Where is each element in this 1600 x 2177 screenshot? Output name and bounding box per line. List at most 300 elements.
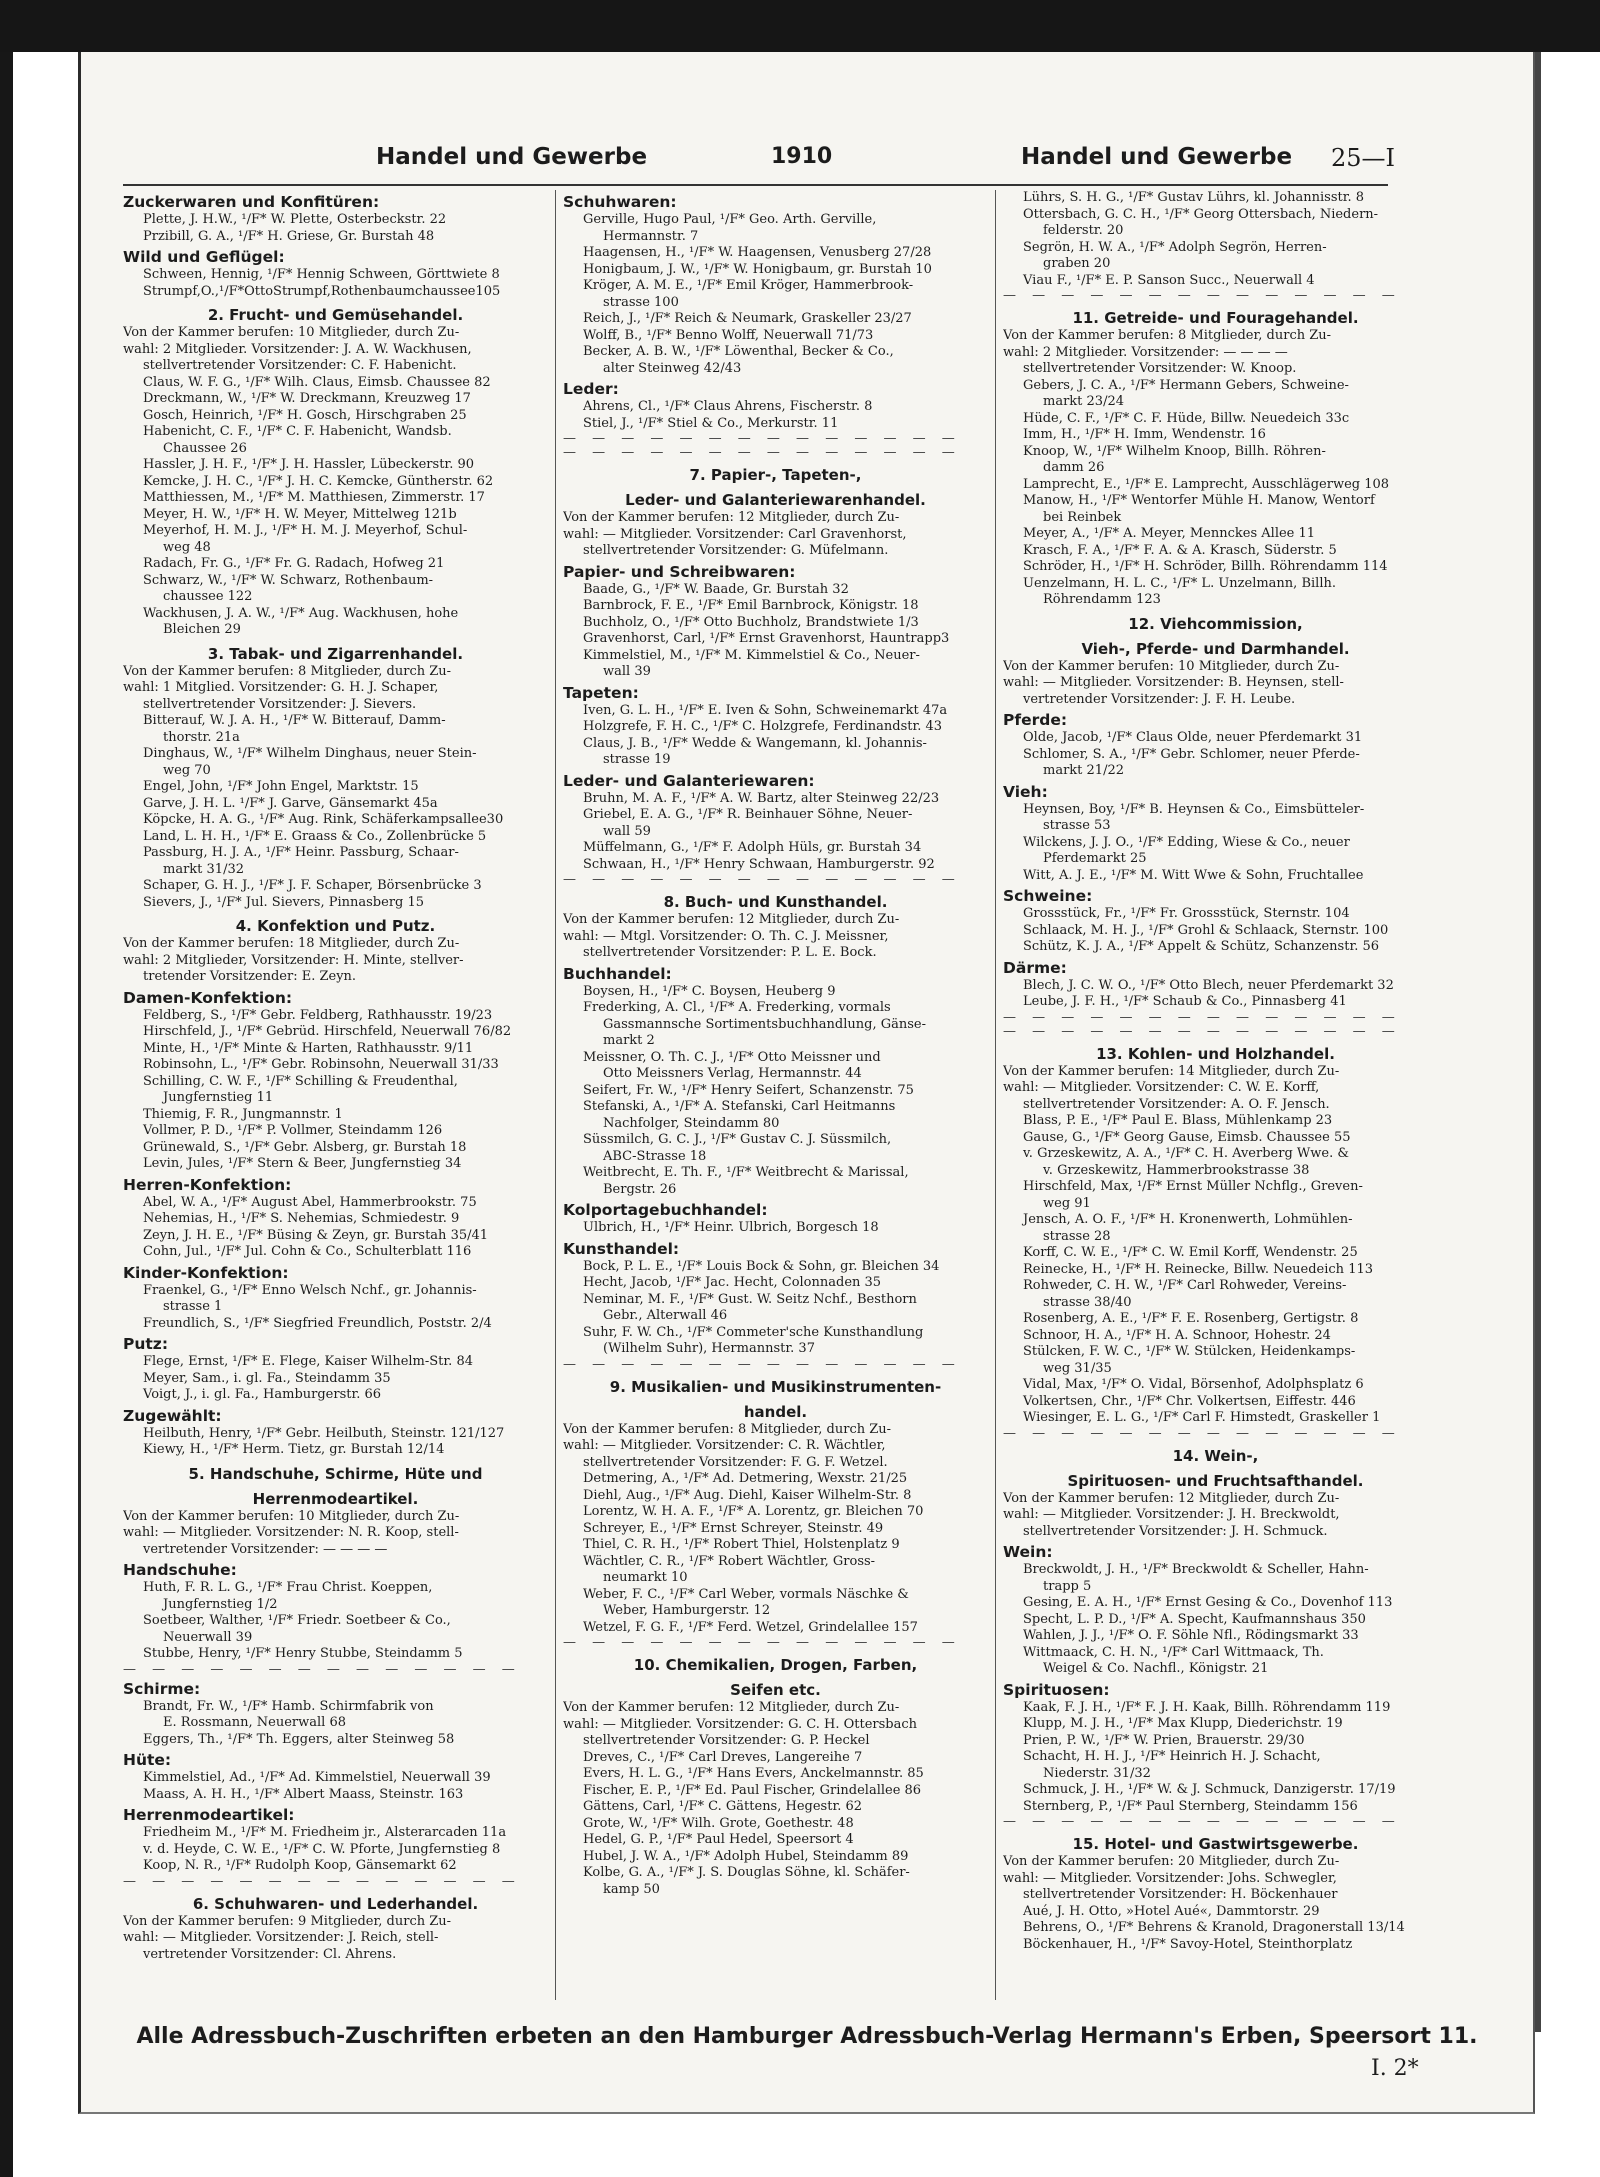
entry-line: Bergstr. 26 bbox=[603, 1181, 677, 1197]
entry-line: Niederstr. 31/32 bbox=[1043, 1765, 1151, 1781]
entry-line: Volkertsen, Chr., ¹/F* Chr. Volkertsen, Eiffestr. 446 bbox=[1023, 1393, 1356, 1409]
entry-line: Von der Kammer berufen: 8 Mitglieder, durch Zu- bbox=[123, 663, 452, 679]
entry-line: Gättens, Carl, ¹/F* C. Gättens, Hegestr. 62 bbox=[583, 1799, 863, 1814]
entry-line: Schaper, G. H. J., ¹/F* J. F. Schaper, Börsenbrücke 3 bbox=[143, 878, 482, 893]
subsection-heading: Damen-Konfektion: bbox=[123, 988, 293, 1007]
entry-line: Gerville, Hugo Paul, ¹/F* Geo. Arth. Gerville, bbox=[583, 212, 877, 227]
entry-line: Gebr., Alterwall 46 bbox=[603, 1308, 728, 1323]
entry-line: Von der Kammer berufen: 10 Mitglieder, durch Zu- bbox=[123, 1508, 460, 1524]
entry-line: Wittmaack, C. H. N., ¹/F* Carl Wittmaack, Th. bbox=[1023, 1644, 1324, 1660]
entry-line: Knoop, W., ¹/F* Wilhelm Knoop, Billh. Röhren- bbox=[1023, 443, 1326, 459]
entry-line: Hecht, Jacob, ¹/F* Jac. Hecht, Colonnaden 35 bbox=[583, 1275, 882, 1290]
entry-line: Matthiessen, M., ¹/F* M. Matthiesen, Zimmerstr. 17 bbox=[143, 490, 485, 505]
entry-line: Von der Kammer berufen: 12 Mitglieder, durch Zu- bbox=[1003, 1490, 1340, 1506]
entry-line: Gosch, Heinrich, ¹/F* H. Gosch, Hirschgraben 25 bbox=[143, 407, 467, 423]
entry-line: stellvertretender Vorsitzender: P. L. E. Bock. bbox=[583, 945, 877, 960]
entry-line: Diehl, Aug., ¹/F* Aug. Diehl, Kaiser Wilhelm-Str. 8 bbox=[583, 1487, 912, 1503]
header-right-title: Handel und Gewerbe bbox=[1021, 144, 1293, 170]
entry-line: Manow, H., ¹/F* Wentorfer Mühle H. Manow, Wentorf bbox=[1023, 493, 1375, 508]
entry-line: neumarkt 10 bbox=[603, 1570, 688, 1585]
subsection-heading: Tapeten: bbox=[563, 683, 639, 702]
entry-line: Schacht, H. H. J., ¹/F* Heinrich H. J. Schacht, bbox=[1023, 1749, 1321, 1764]
entry-line: Buchholz, O., ¹/F* Otto Buchholz, Brandstwiete 1/3 bbox=[583, 614, 919, 630]
entry-line: strasse 38/40 bbox=[1043, 1294, 1132, 1310]
entry-line: Reich, J., ¹/F* Reich & Neumark, Graskeller 23/27 bbox=[583, 311, 912, 326]
entry-line: Jungfernstieg 1/2 bbox=[163, 1596, 278, 1612]
entry-line: thorstr. 21a bbox=[163, 729, 240, 745]
entry-line: Kimmelstiel, M., ¹/F* M. Kimmelstiel & Co., Neuer- bbox=[583, 647, 920, 663]
entry-line: Honigbaum, J. W., ¹/F* W. Honigbaum, gr. Burstah 10 bbox=[583, 261, 932, 277]
entry-line: Seifert, Fr. W., ¹/F* Henry Seifert, Schanzenstr. 75 bbox=[583, 1082, 914, 1098]
dash-rule: — — — — — — — — — — — — — — bbox=[563, 1635, 961, 1650]
entry-line: Brandt, Fr. W., ¹/F* Hamb. Schirmfabrik von bbox=[143, 1698, 434, 1714]
entry-line: Uenzelmann, H. L. C., ¹/F* L. Unzelmann, Billh. bbox=[1023, 575, 1336, 591]
entry-line: Becker, A. B. W., ¹/F* Löwenthal, Becker & Co., bbox=[583, 344, 894, 359]
entry-line: Heynsen, Boy, ¹/F* B. Heynsen & Co., Eimsbütteler- bbox=[1023, 801, 1365, 817]
entry-line: strasse 53 bbox=[1043, 818, 1111, 833]
signature-mark: I. 2* bbox=[1371, 2056, 1419, 2081]
subsection-heading: Hüte: bbox=[123, 1751, 172, 1769]
entry-line: Schwarz, W., ¹/F* W. Schwarz, Rothenbaum- bbox=[143, 572, 434, 588]
entry-line: Schween, Hennig, ¹/F* Hennig Schween, Görttwiete 8 bbox=[143, 267, 500, 282]
entry-line: Neminar, M. F., ¹/F* Gust. W. Seitz Nchf., Besthorn bbox=[583, 1291, 917, 1307]
entry-line: Chaussee 26 bbox=[163, 440, 247, 456]
entry-line: Bock, P. L. E., ¹/F* Louis Bock & Sohn, gr. Bleichen 34 bbox=[583, 1258, 940, 1274]
entry-line: Reinecke, H., ¹/F* H. Reinecke, Billw. Neuedeich 113 bbox=[1023, 1261, 1374, 1277]
entry-line: stellvertretender Vorsitzender: J. H. Schmuck. bbox=[1023, 1523, 1328, 1539]
entry-line: Wiesinger, E. L. G., ¹/F* Carl F. Himstedt, Graskeller 1 bbox=[1023, 1410, 1381, 1425]
entry-line: Feldberg, S., ¹/F* Gebr. Feldberg, Rathhausstr. 19/23 bbox=[143, 1007, 493, 1023]
entry-line: Grünewald, S., ¹/F* Gebr. Alsberg, gr. Burstah 18 bbox=[143, 1139, 467, 1155]
entry-line: Habenicht, C. F., ¹/F* C. F. Habenicht, Wandsb. bbox=[143, 424, 452, 439]
entry-line: vertretender Vorsitzender: J. F. H. Leube. bbox=[1023, 691, 1296, 707]
entry-line: Kiewy, H., ¹/F* Herm. Tietz, gr. Burstah 12/14 bbox=[143, 1442, 445, 1457]
section-heading: 4. Konfektion und Putz. bbox=[235, 917, 436, 935]
entry-line: Cohn, Jul., ¹/F* Jul. Cohn & Co., Schulterblatt 116 bbox=[143, 1244, 472, 1259]
entry-line: strasse 19 bbox=[603, 752, 671, 767]
entry-line: Bitterauf, W. J. A. H., ¹/F* W. Bitterauf, Damm- bbox=[143, 713, 446, 728]
entry-line: Ottersbach, G. C. H., ¹/F* Georg Ottersbach, Niedern- bbox=[1023, 206, 1379, 222]
entry-line: Leube, J. F. H., ¹/F* Schaub & Co., Pinnasberg 41 bbox=[1023, 994, 1347, 1009]
entry-line: Von der Kammer berufen: 10 Mitglieder, durch Zu- bbox=[1003, 658, 1340, 674]
entry-line: wall 59 bbox=[603, 823, 651, 839]
entry-line: Claus, J. B., ¹/F* Wedde & Wangemann, kl. Johannis- bbox=[583, 735, 927, 751]
entry-line: Claus, W. F. G., ¹/F* Wilh. Claus, Eimsb. Chaussee 82 bbox=[143, 374, 491, 390]
entry-line: Nachfolger, Steindamm 80 bbox=[603, 1115, 780, 1131]
entry-line: Blass, P. E., ¹/F* Paul E. Blass, Mühlenkamp 23 bbox=[1023, 1113, 1333, 1128]
entry-line: Wackhusen, J. A. W., ¹/F* Aug. Wackhusen, hohe bbox=[143, 605, 459, 621]
entry-line: Griebel, E. A. G., ¹/F* R. Beinhauer Söhne, Neuer- bbox=[583, 807, 913, 822]
entry-line: chaussee 122 bbox=[163, 589, 253, 604]
entry-line: Von der Kammer berufen: 8 Mitglieder, durch Zu- bbox=[1003, 328, 1332, 343]
dash-rule: — — — — — — — — — — — — — — bbox=[123, 1661, 521, 1677]
entry-line: Fraenkel, G., ¹/F* Enno Welsch Nchf., gr. Johannis- bbox=[143, 1282, 477, 1298]
entry-line: Von der Kammer berufen: 10 Mitglieder, durch Zu- bbox=[123, 325, 460, 340]
entry-line: Barnbrock, F. E., ¹/F* Emil Barnbrock, Königstr. 18 bbox=[583, 598, 919, 613]
entry-line: Grote, W., ¹/F* Wilh. Grote, Goethestr. 48 bbox=[583, 1815, 854, 1831]
entry-line: Weber, F. C., ¹/F* Carl Weber, vormals Näschke & bbox=[583, 1586, 909, 1602]
scan-border-right bbox=[1535, 52, 1541, 2032]
entry-line: E. Rossmann, Neuerwall 68 bbox=[163, 1715, 347, 1730]
entry-line: (Wilhelm Suhr), Hermannstr. 37 bbox=[603, 1341, 815, 1356]
section-heading: 7. Papier-, Tapeten-, bbox=[689, 466, 862, 484]
entry-line: alter Steinweg 42/43 bbox=[603, 360, 742, 376]
entry-line: kamp 50 bbox=[603, 1881, 660, 1897]
entry-line: Haagensen, H., ¹/F* W. Haagensen, Venusberg 27/28 bbox=[583, 245, 932, 260]
entry-line: Ahrens, Cl., ¹/F* Claus Ahrens, Fischerstr. 8 bbox=[583, 399, 873, 414]
entry-line: graben 20 bbox=[1043, 256, 1111, 271]
entry-line: Sievers, J., ¹/F* Jul. Sievers, Pinnasberg 15 bbox=[143, 894, 425, 910]
header-year: 1910 bbox=[771, 144, 833, 169]
entry-line: Stubbe, Henry, ¹/F* Henry Stubbe, Steindamm 5 bbox=[143, 1646, 463, 1661]
text-columns bbox=[123, 190, 1443, 2012]
entry-line: Röhrendamm 123 bbox=[1043, 592, 1161, 607]
entry-line: Dreckmann, W., ¹/F* W. Dreckmann, Kreuzweg 17 bbox=[143, 391, 471, 406]
section-heading: 3. Tabak- und Zigarrenhandel. bbox=[207, 644, 464, 663]
entry-line: Sternberg, P., ¹/F* Paul Sternberg, Steindamm 156 bbox=[1023, 1798, 1358, 1814]
entry-line: Von der Kammer berufen: 14 Mitglieder, durch Zu- bbox=[1003, 1063, 1340, 1079]
entry-line: tretender Vorsitzender: E. Zeyn. bbox=[143, 969, 357, 984]
entry-line: Wilckens, J. J. O., ¹/F* Edding, Wiese & Co., neuer bbox=[1023, 834, 1350, 850]
subsection-heading: Schuhwaren: bbox=[563, 193, 677, 211]
section-heading: 14. Wein-, bbox=[1172, 1446, 1259, 1465]
entry-line: Radach, Fr. G., ¹/F* Fr. G. Radach, Hofweg 21 bbox=[143, 556, 445, 571]
entry-line: Eggers, Th., ¹/F* Th. Eggers, alter Steinweg 58 bbox=[143, 1731, 455, 1747]
section-heading: Seifen etc. bbox=[730, 1681, 821, 1699]
entry-line: Bruhn, M. A. F., ¹/F* A. W. Bartz, alter Steinweg 22/23 bbox=[583, 790, 940, 806]
entry-line: Gause, G., ¹/F* Georg Gause, Eimsb. Chaussee 55 bbox=[1023, 1129, 1351, 1145]
subsection-heading: Wein: bbox=[1003, 1543, 1053, 1561]
entry-line: markt 31/32 bbox=[163, 861, 244, 877]
entry-line: stellvertretender Vorsitzender: H. Böckenhauer bbox=[1023, 1887, 1338, 1902]
entry-line: wahl: — Mitglieder. Vorsitzender: Johs. Schwegler, bbox=[1003, 1870, 1337, 1886]
entry-line: stellvertretender Vorsitzender: W. Knoop. bbox=[1023, 361, 1297, 376]
dash-rule: — — — — — — — — — — — — — — bbox=[563, 445, 961, 460]
entry-line: stellvertretender Vorsitzender: G. P. Heckel bbox=[583, 1733, 870, 1748]
subsection-heading: Därme: bbox=[1003, 958, 1067, 977]
entry-line: wahl: — Mtgl. Vorsitzender: O. Th. C. J. Meissner, bbox=[563, 928, 889, 944]
entry-line: Freundlich, S., ¹/F* Siegfried Freundlich, Poststr. 2/4 bbox=[143, 1315, 492, 1331]
entry-line: Vidal, Max, ¹/F* O. Vidal, Börsenhof, Adolphsplatz 6 bbox=[1023, 1377, 1364, 1392]
entry-line: Von der Kammer berufen: 12 Mitglieder, durch Zu- bbox=[563, 912, 900, 927]
entry-line: wahl: 2 Mitglieder. Vorsitzender: J. A. W. Wackhusen, bbox=[123, 341, 472, 357]
entry-line: ABC-Strasse 18 bbox=[603, 1148, 707, 1164]
entry-line: wahl: — Mitglieder. Vorsitzender: B. Heynsen, stell- bbox=[1003, 675, 1344, 690]
subsection-heading: Schweine: bbox=[1003, 887, 1093, 905]
entry-line: Kröger, A. M. E., ¹/F* Emil Kröger, Hammerbrook- bbox=[583, 278, 914, 293]
page-header bbox=[81, 144, 1533, 194]
entry-line: Schwaan, H., ¹/F* Henry Schwaan, Hamburgerstr. 92 bbox=[583, 856, 935, 872]
entry-line: Thiemig, F. R., Jungmannstr. 1 bbox=[143, 1106, 343, 1122]
subsection-heading: Zugewählt: bbox=[123, 1406, 222, 1425]
footer-notice: Alle Adressbuch-Zuschriften erbeten an den Hamburger Adressbuch-Verlag Hermann's Erben, Speersort 11. bbox=[136, 2024, 1478, 2049]
entry-line: Land, L. H. H., ¹/F* E. Graass & Co., Zollenbrücke 5 bbox=[143, 828, 487, 844]
subsection-heading: Herrenmodeartikel: bbox=[123, 1806, 295, 1824]
entry-line: damm 26 bbox=[1043, 460, 1105, 475]
entry-line: Witt, A. J. E., ¹/F* M. Witt Wwe & Sohn, Fruchtallee bbox=[1023, 867, 1364, 883]
entry-line: vertretender Vorsitzender: Cl. Ahrens. bbox=[143, 1946, 397, 1962]
entry-line: wahl: — Mitglieder. Vorsitzender: J. Reich, stell- bbox=[123, 1930, 439, 1945]
entry-line: Breckwoldt, J. H., ¹/F* Breckwoldt & Scheller, Hahn- bbox=[1023, 1562, 1369, 1577]
entry-line: Schütz, K. J. A., ¹/F* Appelt & Schütz, Schanzenstr. 56 bbox=[1023, 939, 1380, 954]
entry-line: Lührs, S. H. G., ¹/F* Gustav Lührs, kl. Johannisstr. 8 bbox=[1023, 190, 1365, 205]
section-heading: Vieh-, Pferde- und Darmhandel. bbox=[1081, 639, 1350, 658]
entry-line: strasse 100 bbox=[603, 294, 679, 310]
entry-line: Hassler, J. H. F., ¹/F* J. H. Hassler, Lübeckerstr. 90 bbox=[143, 457, 475, 472]
entry-line: Krasch, F. A., ¹/F* F. A. & A. Krasch, Süderstr. 5 bbox=[1023, 542, 1337, 558]
entry-line: Hubel, J. W. A., ¹/F* Adolph Hubel, Steindamm 89 bbox=[583, 1848, 909, 1864]
entry-line: Kaak, F. J. H., ¹/F* F. J. H. Kaak, Billh. Röhrendamm 119 bbox=[1023, 1699, 1391, 1715]
entry-line: wall 39 bbox=[603, 664, 651, 679]
entry-line: Gravenhorst, Carl, ¹/F* Ernst Gravenhorst, Hauntrapp3 bbox=[583, 631, 950, 646]
entry-line: Meyer, A., ¹/F* A. Meyer, Mennckes Allee 11 bbox=[1023, 526, 1316, 541]
entry-line: Maass, A. H. H., ¹/F* Albert Maass, Steinstr. 163 bbox=[143, 1786, 464, 1802]
entry-line: wahl: — Mitglieder. Vorsitzender: G. C. H. Ottersbach bbox=[563, 1716, 918, 1732]
header-rule bbox=[123, 184, 1388, 186]
subsection-heading: Zuckerwaren und Konfitüren: bbox=[123, 193, 380, 211]
subsection-heading: Leder: bbox=[563, 380, 619, 398]
entry-line: bei Reinbek bbox=[1043, 509, 1122, 525]
entry-line: Müffelmann, G., ¹/F* F. Adolph Hüls, gr. Burstah 34 bbox=[583, 840, 922, 855]
dash-rule: — — — — — — — — — — — — — — bbox=[1003, 1814, 1401, 1829]
section-heading: 6. Schuhwaren- und Lederhandel. bbox=[192, 1894, 479, 1913]
entry-line: Behrens, O., ¹/F* Behrens & Kranold, Dragonerstall 13/14 bbox=[1023, 1920, 1405, 1935]
dash-rule: — — — — — — — — — — — — — — bbox=[563, 1356, 961, 1372]
entry-line: strasse 28 bbox=[1043, 1228, 1111, 1244]
entry-line: Kimmelstiel, Ad., ¹/F* Ad. Kimmelstiel, Neuerwall 39 bbox=[143, 1770, 491, 1785]
entry-line: Köpcke, H. A. G., ¹/F* Aug. Rink, Schäferkampsallee30 bbox=[143, 812, 504, 827]
entry-line: Von der Kammer berufen: 9 Mitglieder, durch Zu- bbox=[123, 1913, 452, 1929]
entry-line: Ulbrich, H., ¹/F* Heinr. Ulbrich, Borgesch 18 bbox=[583, 1220, 879, 1235]
header-left-title: Handel und Gewerbe bbox=[376, 144, 648, 170]
entry-line: wahl: — Mitglieder. Vorsitzender: C. W. E. Korff, bbox=[1003, 1080, 1320, 1095]
column-divider bbox=[995, 190, 996, 2000]
entry-line: Blech, J. C. W. O., ¹/F* Otto Blech, neuer Pferdemarkt 32 bbox=[1023, 977, 1394, 993]
entry-line: markt 23/24 bbox=[1043, 394, 1124, 409]
entry-line: Segrön, H. W. A., ¹/F* Adolph Segrön, Herren- bbox=[1023, 239, 1327, 255]
dash-rule: — — — — — — — — — — — — — — bbox=[1003, 1425, 1401, 1441]
entry-line: Huth, F. R. L. G., ¹/F* Frau Christ. Koeppen, bbox=[143, 1580, 433, 1595]
entry-line: Wetzel, F. G. F., ¹/F* Ferd. Wetzel, Grindelallee 157 bbox=[583, 1619, 918, 1635]
entry-line: Weitbrecht, E. Th. F., ¹/F* Weitbrecht & Marissal, bbox=[583, 1165, 909, 1180]
subsection-heading: Papier- und Schreibwaren: bbox=[563, 562, 796, 581]
entry-line: Jensch, A. O. F., ¹/F* H. Kronenwerth, Lohmühlen- bbox=[1023, 1212, 1353, 1227]
entry-line: Gebers, J. C. A., ¹/F* Hermann Gebers, Schweine- bbox=[1023, 377, 1349, 393]
section-heading: 8. Buch- und Kunsthandel. bbox=[663, 893, 888, 911]
entry-line: Wolff, B., ¹/F* Benno Wolff, Neuerwall 71/73 bbox=[583, 327, 874, 343]
section-heading: Spirituosen- und Fruchtsafthandel. bbox=[1067, 1471, 1364, 1490]
dash-rule: — — — — — — — — — — — — — — bbox=[1003, 1023, 1401, 1039]
entry-line: Zeyn, J. H. E., ¹/F* Büsing & Zeyn, gr. Burstah 35/41 bbox=[143, 1227, 489, 1243]
entry-line: Iven, G. L. H., ¹/F* E. Iven & Sohn, Schweinemarkt 47a bbox=[583, 702, 948, 718]
entry-line: Aué, J. H. Otto, »Hotel Aué«, Dammtorstr. 29 bbox=[1023, 1903, 1320, 1919]
entry-line: Dreves, C., ¹/F* Carl Dreves, Langereihe 7 bbox=[583, 1749, 863, 1765]
entry-line: Otto Meissners Verlag, Hermannstr. 44 bbox=[603, 1066, 862, 1081]
entry-line: Olde, Jacob, ¹/F* Claus Olde, neuer Pferdemarkt 31 bbox=[1023, 730, 1363, 745]
entry-line: weg 31/35 bbox=[1043, 1360, 1112, 1376]
entry-line: Süssmilch, G. C. J., ¹/F* Gustav C. J. Süssmilch, bbox=[583, 1132, 892, 1147]
entry-line: Strumpf,O.,¹/F*OttoStrumpf,Rothenbaumchaussee105 bbox=[143, 283, 501, 299]
entry-line: Nehemias, H., ¹/F* S. Nehemias, Schmiedestr. 9 bbox=[143, 1211, 460, 1226]
dash-rule: — — — — — — — — — — — — — — bbox=[123, 1873, 521, 1889]
entry-line: Gassmannsche Sortimentsbuchhandlung, Gänse- bbox=[603, 1016, 926, 1032]
entry-line: Hirschfeld, J., ¹/F* Gebrüd. Hirschfeld, Neuerwall 76/82 bbox=[143, 1024, 512, 1039]
entry-line: Soetbeer, Walther, ¹/F* Friedr. Soetbeer & Co., bbox=[143, 1613, 451, 1628]
entry-line: stellvertretender Vorsitzender: C. F. Habenicht. bbox=[143, 358, 457, 373]
entry-line: v. Grzeskewitz, Hammerbrookstrasse 38 bbox=[1043, 1162, 1310, 1178]
entry-line: Rosenberg, A. E., ¹/F* F. E. Rosenberg, Gertigstr. 8 bbox=[1023, 1311, 1359, 1326]
entry-line: Klupp, M. J. H., ¹/F* Max Klupp, Diederichstr. 19 bbox=[1023, 1716, 1343, 1731]
entry-line: Von der Kammer berufen: 12 Mitglieder, durch Zu- bbox=[563, 1700, 900, 1715]
entry-line: Von der Kammer berufen: 8 Mitglieder, durch Zu- bbox=[563, 1421, 892, 1437]
scan-border-left bbox=[0, 0, 13, 2177]
subsection-heading: Handschuhe: bbox=[123, 1561, 237, 1579]
entry-line: Meyer, H. W., ¹/F* H. W. Meyer, Mittelweg 121b bbox=[143, 506, 457, 522]
entry-line: Rohweder, C. H. W., ¹/F* Carl Rohweder, Vereins- bbox=[1023, 1278, 1347, 1293]
entry-line: wahl: — Mitglieder. Vorsitzender: N. R. Koop, stell- bbox=[123, 1525, 459, 1540]
document-page bbox=[78, 52, 1535, 2114]
entry-line: Minte, H., ¹/F* Minte & Harten, Rathhausstr. 9/11 bbox=[143, 1040, 474, 1056]
entry-line: Suhr, F. W. Ch., ¹/F* Commeter'sche Kunsthandlung bbox=[583, 1324, 924, 1340]
entry-line: Weber, Hamburgerstr. 12 bbox=[603, 1603, 771, 1618]
entry-line: Evers, H. L. G., ¹/F* Hans Evers, Anckelmannstr. 85 bbox=[583, 1766, 924, 1781]
entry-line: Boysen, H., ¹/F* C. Boysen, Heuberg 9 bbox=[583, 983, 836, 999]
section-heading: 10. Chemikalien, Drogen, Farben, bbox=[633, 1656, 918, 1674]
entry-line: wahl: 1 Mitglied. Vorsitzender: G. H. J. Schaper, bbox=[123, 680, 439, 695]
entry-line: Kemcke, J. H. C., ¹/F* J. H. C. Kemcke, Güntherstr. 62 bbox=[143, 473, 494, 489]
scan-border-top bbox=[0, 0, 1600, 52]
subsection-heading: Putz: bbox=[123, 1335, 169, 1353]
entry-line: Korff, C. W. E., ¹/F* C. W. Emil Korff, Wendenstr. 25 bbox=[1023, 1245, 1358, 1260]
entry-line: Von der Kammer berufen: 20 Mitglieder, durch Zu- bbox=[1003, 1854, 1340, 1869]
entry-line: Von der Kammer berufen: 12 Mitglieder, durch Zu- bbox=[563, 510, 900, 525]
entry-line: Grossstück, Fr., ¹/F* Fr. Grossstück, Sternstr. 104 bbox=[1023, 906, 1350, 921]
entry-line: Prien, P. W., ¹/F* W. Prien, Brauerstr. 29/30 bbox=[1023, 1732, 1305, 1748]
entry-line: Imm, H., ¹/F* H. Imm, Wendenstr. 16 bbox=[1023, 427, 1266, 442]
section-heading: 12. Viehcommission, bbox=[1128, 614, 1303, 633]
section-heading: 13. Kohlen- und Holzhandel. bbox=[1096, 1044, 1335, 1063]
entry-line: vertretender Vorsitzender: — — — — bbox=[143, 1541, 388, 1557]
entry-line: Bleichen 29 bbox=[163, 622, 241, 637]
entry-line: Passburg, H. J. A., ¹/F* Heinr. Passburg, Schaar- bbox=[143, 845, 459, 860]
entry-line: Kolbe, G. A., ¹/F* J. S. Douglas Söhne, kl. Schäfer- bbox=[583, 1865, 910, 1880]
entry-line: Hirschfeld, Max, ¹/F* Ernst Müller Nchflg., Greven- bbox=[1023, 1179, 1363, 1194]
entry-line: felderstr. 20 bbox=[1043, 223, 1124, 238]
entry-line: Abel, W. A., ¹/F* August Abel, Hammerbrookstr. 75 bbox=[143, 1194, 477, 1210]
entry-line: Schreyer, E., ¹/F* Ernst Schreyer, Steinstr. 49 bbox=[583, 1520, 884, 1536]
subsection-heading: Vieh: bbox=[1003, 782, 1048, 801]
section-heading: Leder- und Galanteriewarenhandel. bbox=[625, 491, 926, 509]
entry-line: Viau F., ¹/F* E. P. Sanson Succ., Neuerwall 4 bbox=[1023, 272, 1315, 288]
entry-line: Böckenhauer, H., ¹/F* Savoy-Hotel, Steinthorplatz bbox=[1023, 1936, 1353, 1952]
entry-line: Neuerwall 39 bbox=[163, 1629, 253, 1645]
entry-line: Frederking, A. Cl., ¹/F* A. Frederking, vormals bbox=[583, 1000, 891, 1015]
section-heading: 11. Getreide- und Fouragehandel. bbox=[1072, 309, 1359, 327]
subsection-heading: Pferde: bbox=[1003, 711, 1068, 729]
entry-line: Garve, J. H. L. ¹/F* J. Garve, Gänsemarkt 45a bbox=[143, 795, 438, 811]
subsection-heading: Wild und Geflügel: bbox=[123, 248, 285, 266]
entry-line: Stülcken, F. W. C., ¹/F* W. Stülcken, Heidenkamps- bbox=[1023, 1344, 1356, 1359]
entry-line: Hüde, C. F., ¹/F* C. F. Hüde, Billw. Neuedeich 33c bbox=[1023, 410, 1350, 426]
entry-line: markt 2 bbox=[603, 1033, 655, 1048]
dash-rule: — — — — — — — — — — — — — — bbox=[1003, 1009, 1401, 1025]
section-heading: handel. bbox=[743, 1402, 808, 1421]
entry-line: Flege, Ernst, ¹/F* E. Flege, Kaiser Wilhelm-Str. 84 bbox=[143, 1354, 473, 1369]
entry-line: Wahlen, J. J., ¹/F* O. F. Söhle Nfl., Rödingsmarkt 33 bbox=[1023, 1628, 1359, 1643]
subsection-heading: Schirme: bbox=[123, 1679, 201, 1698]
section-heading: 15. Hotel- und Gastwirtsgewerbe. bbox=[1072, 1835, 1359, 1853]
entry-line: stellvertretender Vorsitzender: F. G. F. Wetzel. bbox=[583, 1454, 888, 1470]
section-heading: 9. Musikalien- und Musikinstrumenten- bbox=[609, 1377, 942, 1396]
entry-line: Robinsohn, L., ¹/F* Gebr. Robinsohn, Neuerwall 31/33 bbox=[143, 1057, 499, 1072]
entry-line: weg 48 bbox=[163, 539, 211, 555]
entry-line: Baade, G., ¹/F* W. Baade, Gr. Burstah 32 bbox=[583, 581, 849, 597]
column-middle bbox=[563, 190, 988, 2012]
column-divider bbox=[555, 190, 556, 2000]
dash-rule: — — — — — — — — — — — — — — bbox=[563, 431, 961, 446]
entry-line: Heilbuth, Henry, ¹/F* Gebr. Heilbuth, Steinstr. 121/127 bbox=[143, 1425, 505, 1441]
entry-line: weg 70 bbox=[163, 762, 211, 778]
entry-line: Friedheim M., ¹/F* M. Friedheim jr., Alsterarcaden 11a bbox=[143, 1825, 507, 1840]
entry-line: Voigt, J., i. gl. Fa., Hamburgerstr. 66 bbox=[143, 1387, 382, 1402]
entry-line: Wächtler, C. R., ¹/F* Robert Wächtler, Gross- bbox=[583, 1553, 876, 1569]
entry-line: Fischer, E. P., ¹/F* Ed. Paul Fischer, Grindelallee 86 bbox=[583, 1782, 922, 1798]
subsection-heading: Buchhandel: bbox=[563, 964, 672, 983]
section-heading: Herrenmodeartikel. bbox=[252, 1489, 419, 1508]
entry-line: Jungfernstieg 11 bbox=[163, 1090, 274, 1105]
subsection-heading: Kolportagebuchhandel: bbox=[563, 1201, 768, 1219]
entry-line: Hedel, G. P., ¹/F* Paul Hedel, Speersort 4 bbox=[583, 1832, 854, 1847]
entry-line: wahl: 2 Mitglieder. Vorsitzender: — — — — bbox=[1003, 344, 1288, 360]
entry-line: stellvertretender Vorsitzender: A. O. F. Jensch. bbox=[1023, 1096, 1330, 1112]
entry-line: Meyer, Sam., i. gl. Fa., Steindamm 35 bbox=[143, 1370, 391, 1386]
entry-line: Vollmer, P. D., ¹/F* P. Vollmer, Steindamm 126 bbox=[143, 1123, 443, 1138]
column-left bbox=[123, 190, 548, 2012]
entry-line: Lamprecht, E., ¹/F* E. Lamprecht, Ausschlägerweg 108 bbox=[1023, 476, 1390, 492]
entry-line: Thiel, C. R. H., ¹/F* Robert Thiel, Holstenplatz 9 bbox=[583, 1537, 900, 1552]
entry-line: Hermannstr. 7 bbox=[603, 228, 699, 244]
entry-line: Levin, Jules, ¹/F* Stern & Beer, Jungfernstieg 34 bbox=[143, 1156, 462, 1171]
entry-line: Meyerhof, H. M. J., ¹/F* H. M. J. Meyerhof, Schul- bbox=[143, 523, 468, 538]
entry-line: v. Grzeskewitz, A. A., ¹/F* C. H. Averberg Wwe. & bbox=[1023, 1146, 1349, 1161]
entry-line: Holzgrefe, F. H. C., ¹/F* C. Holzgrefe, Ferdinandstr. 43 bbox=[583, 719, 943, 734]
entry-line: Schnoor, H. A., ¹/F* H. A. Schnoor, Hohestr. 24 bbox=[1023, 1327, 1331, 1343]
entry-line: weg 91 bbox=[1043, 1195, 1091, 1211]
column-right bbox=[1003, 190, 1428, 2012]
entry-line: Stefanski, A., ¹/F* A. Stefanski, Carl Heitmanns bbox=[583, 1099, 896, 1114]
entry-line: Engel, John, ¹/F* John Engel, Marktstr. 15 bbox=[143, 779, 419, 794]
entry-line: Stiel, J., ¹/F* Stiel & Co., Merkurstr. 11 bbox=[583, 415, 839, 431]
subsection-heading: Herren-Konfektion: bbox=[123, 1175, 292, 1194]
entry-line: Schlomer, S. A., ¹/F* Gebr. Schlomer, neuer Pferde- bbox=[1023, 746, 1360, 762]
entry-line: wahl: — Mitglieder. Vorsitzender: Carl Gravenhorst, bbox=[563, 526, 907, 542]
subsection-heading: Kunsthandel: bbox=[563, 1239, 680, 1258]
entry-line: Gesing, E. A. H., ¹/F* Ernst Gesing & Co., Dovenhof 113 bbox=[1023, 1595, 1393, 1610]
entry-line: Lorentz, W. H. A. F., ¹/F* A. Lorentz, gr. Bleichen 70 bbox=[583, 1504, 924, 1519]
entry-line: wahl: — Mitglieder. Vorsitzender: C. R. Wächtler, bbox=[563, 1438, 886, 1453]
entry-line: Koop, N. R., ¹/F* Rudolph Koop, Gänsemarkt 62 bbox=[143, 1858, 457, 1873]
entry-line: v. d. Heyde, C. W. E., ¹/F* C. W. Pforte, Jungfernstieg 8 bbox=[143, 1841, 501, 1857]
entry-line: Dinghaus, W., ¹/F* Wilhelm Dinghaus, neuer Stein- bbox=[143, 746, 477, 761]
entry-line: stellvertretender Vorsitzender: G. Müfelmann. bbox=[583, 543, 889, 558]
entry-line: Plette, J. H.W., ¹/F* W. Plette, Osterbeckstr. 22 bbox=[143, 212, 447, 227]
dash-rule: — — — — — — — — — — — — — — bbox=[1003, 288, 1401, 303]
entry-line: Specht, L. P. D., ¹/F* A. Specht, Kaufmannshaus 350 bbox=[1023, 1611, 1366, 1627]
entry-line: Schlaack, M. H. J., ¹/F* Grohl & Schlaack, Sternstr. 100 bbox=[1023, 922, 1389, 938]
section-heading: 5. Handschuhe, Schirme, Hüte und bbox=[188, 1464, 483, 1483]
entry-line: Schröder, H., ¹/F* H. Schröder, Billh. Röhrendamm 114 bbox=[1023, 559, 1388, 574]
entry-line: Weigel & Co. Nachfl., Königstr. 21 bbox=[1043, 1661, 1269, 1676]
